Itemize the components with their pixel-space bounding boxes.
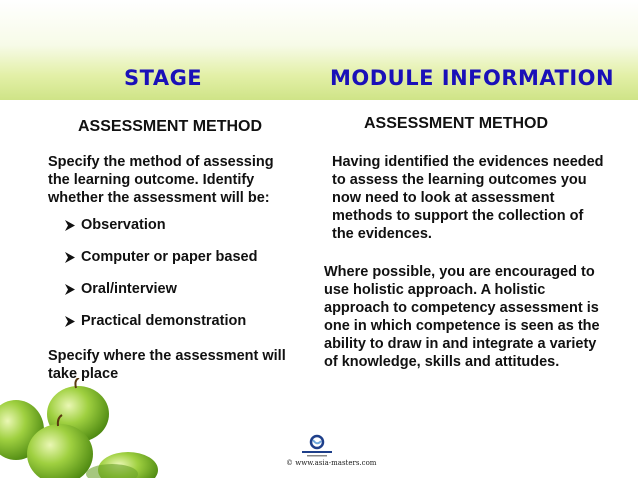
asia-masters-logo [296, 434, 338, 458]
bullet-label: Computer or paper based [81, 249, 258, 265]
left-intro-text: Specify the method of assessing the learning outcome. Identify whether the assessment will be: [48, 154, 274, 206]
bullet-item [64, 281, 177, 297]
bullet-label: Practical demonstration [81, 313, 247, 329]
arrow-bullet-icon [64, 283, 76, 296]
arrow-bullet-icon [64, 315, 76, 328]
right-evidence-paragraph: Having identified the evidences needed to assess the learning outcomes you now need to look at assessment methods to support the collection of the evidences. [332, 154, 604, 242]
arrow-bullet-icon [64, 219, 76, 232]
column-title-stage: STAGE [124, 66, 203, 90]
bullet-item [64, 249, 257, 265]
column-title-module-information: MODULE INFORMATION [330, 66, 615, 90]
copyright-text: © www.asia-masters.com [286, 459, 377, 467]
bullet-label: Oral/interview [81, 281, 177, 297]
arrow-bullet-icon [64, 251, 76, 264]
right-holistic-paragraph: Where possible, you are encouraged to use holistic approach. A holistic approach to competency assessment is one in which competence is seen as the ability to draw in and integrate a variety of knowledge, skills and attitudes. [324, 264, 600, 370]
bullet-label: Observation [81, 217, 166, 233]
right-assessment-heading: ASSESSMENT METHOD [364, 115, 549, 132]
bullet-item [64, 313, 246, 329]
bullet-item [64, 217, 166, 233]
green-apples-decoration [0, 378, 160, 478]
left-closing-text: Specify where the assessment will take place [48, 348, 286, 382]
left-assessment-heading: ASSESSMENT METHOD [78, 118, 263, 135]
